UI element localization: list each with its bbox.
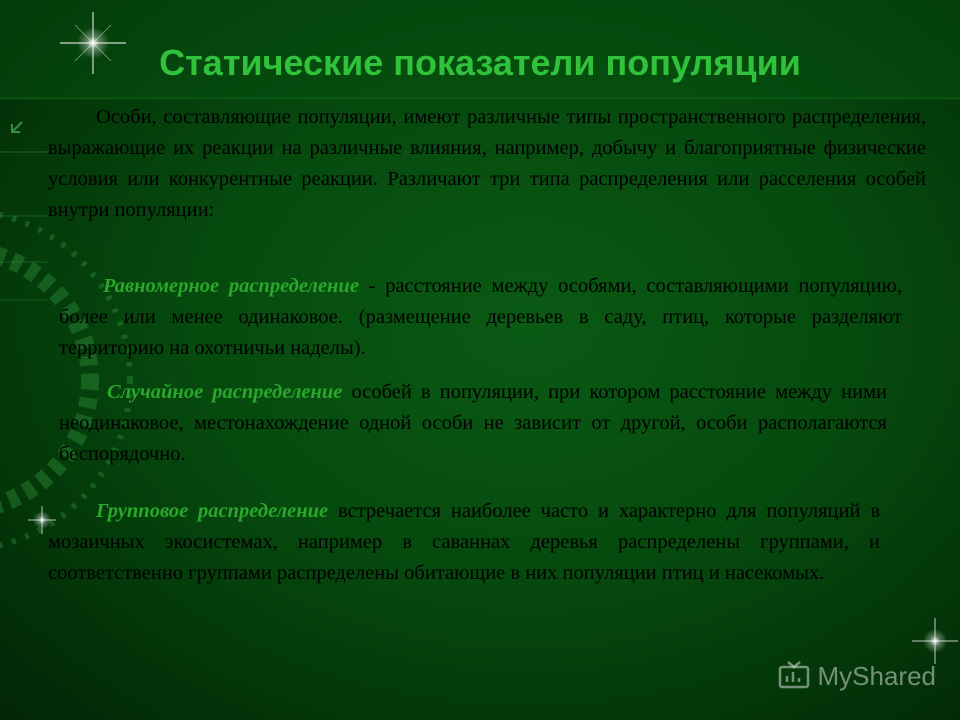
distribution-separator: -	[358, 275, 386, 297]
distribution-separator	[328, 500, 338, 522]
distribution-term: Равномерное распределение	[103, 275, 359, 297]
distribution-separator	[342, 381, 351, 403]
arrow-mark-icon	[12, 122, 22, 132]
watermark-text: MyShared	[817, 660, 936, 691]
distribution-term: Групповое распределение	[96, 500, 329, 522]
presentation-board-icon	[776, 658, 812, 694]
intro-text: Особи, составляющие популяции, имеют различные типы пространственного распределения, выражающие их реакции на различные влияния, например, добычу и благоприятные физические условия или конкурентные реакции. Различают три типа распределения или расселения особей внутри популяции:	[48, 106, 926, 221]
distribution-description: расстояние между особями, составляющими популяцию, более или менее одинаковое. (размещение деревьев в саду, птиц, которые разделяют территорию на охотничьи наделы).	[59, 275, 902, 359]
distribution-term: Случайное распределение	[107, 381, 343, 403]
intro-paragraph	[48, 102, 926, 226]
distribution-item-group	[48, 496, 880, 589]
myshared-watermark	[776, 656, 937, 696]
slide-title: Статические показатели популяции	[159, 42, 801, 83]
distribution-item-uniform	[59, 271, 902, 364]
distribution-item-random	[59, 377, 887, 470]
distribution-description: встречается наиболее часто и характерно для популяций в мозаичных экосистемах, например в саваннах деревья распределены группами, и соответственно группами распределены обитающие в них популяции птиц и насекомых.	[48, 500, 881, 584]
distribution-description: особей в популяции, при котором расстояние между ними неодинаковое, местонахождение одной особи не зависит от другой, особи располагаются беспорядочно.	[59, 381, 888, 465]
